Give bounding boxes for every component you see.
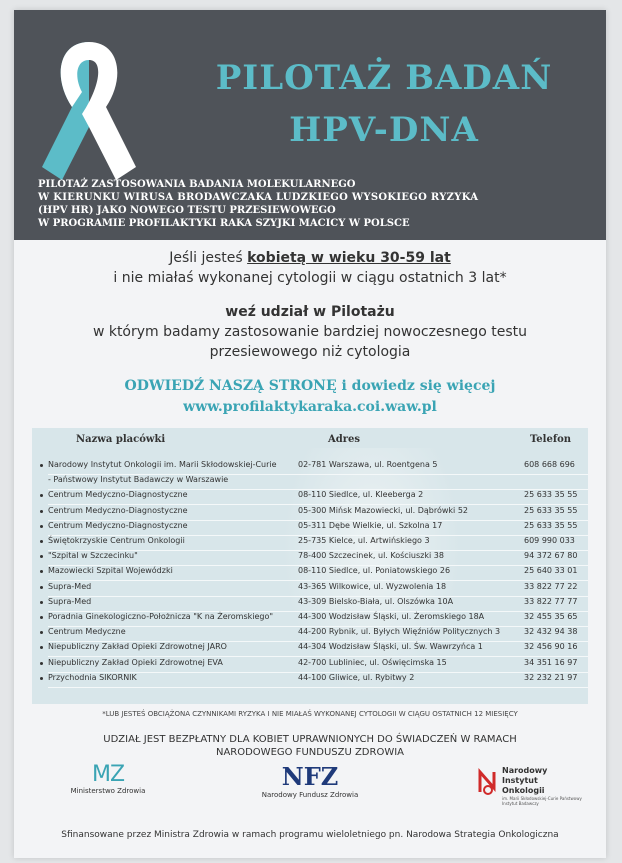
table-cell-phone: 32 232 21 97	[524, 672, 578, 682]
table-cell-name: Supra-Med	[48, 596, 92, 606]
table-cell-name: - Państwowy Instytut Badawczy w Warszawie	[48, 475, 229, 485]
table-cell-address: 43-365 Wilkowice, ul. Wyzwolenia 18	[298, 581, 447, 591]
bullet-icon	[40, 677, 43, 680]
table-cell-address: 05-300 Mińsk Mazowiecki, ul. Dąbrówki 52	[298, 505, 468, 515]
nfz-logo-icon: NFZ	[281, 762, 339, 791]
table-cell-address: 44-300 Wodzisław Śląski, ul. Żeromskiego 18A	[298, 612, 485, 621]
page-title-line2: HPV-DNA	[289, 110, 479, 150]
free-participation	[14, 733, 606, 759]
table-cell-phone: 33 822 77 77	[524, 596, 578, 606]
website-link[interactable]: www.profilaktykaraka.coi.waw.pl	[183, 399, 437, 415]
table-cell-address: 44-304 Wodzisław Śląski, ul. Św. Wawrzyńca 1	[298, 642, 483, 652]
ministry-label: Ministerstwo Zdrowia	[70, 787, 146, 795]
row-divider	[48, 687, 588, 688]
subtitle-line: (HPV HR) JAKO NOWEGO TESTU PRZESIEWOWEGO	[38, 205, 336, 216]
table-row	[32, 671, 588, 688]
intro-line5: przesiewowego niż cytologia	[209, 344, 411, 360]
table-cell-name: Niepubliczny Zakład Opieki Zdrowotnej JARO	[48, 642, 227, 652]
bullet-icon	[40, 464, 43, 467]
table-cell-address: 44-200 Rybnik, ul. Byłych Więźniów Politycznych 3	[298, 627, 501, 637]
ministry-logo-icon: MZ	[91, 762, 125, 787]
table-cell-phone: 609 990 033	[524, 536, 575, 545]
bullet-icon	[40, 601, 43, 604]
table-cell-name: Poradnia Ginekologiczno-Położnicza "K na Żeromskiego"	[48, 612, 274, 621]
nio-line: Onkologii	[502, 786, 545, 795]
header-phone: Telefon	[530, 434, 572, 445]
table-cell-phone: 33 822 77 22	[524, 581, 578, 591]
table-cell-phone: 25 640 33 01	[524, 566, 578, 576]
table-cell-phone: 25 633 35 55	[524, 505, 578, 515]
table-cell-address: 02-781 Warszawa, ul. Roentgena 5	[298, 460, 438, 469]
nio-logo-icon	[476, 768, 504, 796]
cta-line: ODWIEDŹ NASZĄ STRONĘ i dowiedz się więcej	[124, 378, 496, 394]
nio-line: Narodowy	[502, 766, 548, 775]
bullet-icon	[40, 540, 43, 543]
bullet-icon	[40, 616, 43, 619]
table-cell-address: 08-110 Siedlce, ul. Poniatowskiego 26	[298, 566, 451, 576]
table-cell-phone: 25 633 35 55	[524, 490, 578, 500]
footnote: *LUB JESTEŚ OBCIĄŻONA CZYNNIKAMI RYZYKA I NIE MIAŁAŚ WYKONANEJ CYTOLOGII W CIĄGU OSTATNICH 12 MIESIĘCY	[102, 710, 518, 718]
bullet-icon	[40, 570, 43, 573]
table-cell-name: Centrum Medyczno-Diagnostyczne	[48, 490, 188, 500]
header-band	[14, 10, 606, 240]
table-cell-address: 05-311 Dębe Wielkie, ul. Szkolna 17	[298, 520, 443, 530]
intro-text	[14, 248, 606, 362]
table-cell-address: 08-110 Siedlce, ul. Kleeberga 2	[298, 490, 424, 500]
intro-line1-pre: Jeśli jesteś	[169, 250, 248, 266]
table-cell-address: 78-400 Szczecinek, ul. Kościuszki 38	[298, 551, 444, 561]
table-cell-phone: 32 455 35 65	[524, 612, 578, 621]
table-cell-name: Przychodnia SIKORNIK	[48, 672, 137, 682]
table-cell-address: 25-735 Kielce, ul. Artwińskiego 3	[298, 536, 430, 545]
header-name: Nazwa placówki	[76, 434, 166, 445]
bullet-icon	[40, 555, 43, 558]
intro-line1-bold: kobietą w wieku 30-59 lat	[247, 250, 451, 266]
table-cell-phone: 25 633 35 55	[524, 520, 578, 530]
table-cell-name: Centrum Medyczno-Diagnostyczne	[48, 520, 188, 530]
table-cell-phone: 32 432 94 38	[524, 627, 578, 637]
bullet-icon	[40, 631, 43, 634]
nio-logo	[476, 764, 596, 814]
table-cell-phone: 608 668 696	[524, 460, 575, 469]
table-cell-name: Narodowy Instytut Onkologii im. Marii Skłodowskiej-Curie	[48, 460, 277, 469]
free-line1: UDZIAŁ JEST BEZPŁATNY DLA KOBIET UPRAWNIONYCH DO ŚWIADCZEŃ W RAMACH	[103, 734, 517, 745]
table-cell-name: Mazowiecki Szpital Wojewódzki	[48, 566, 173, 576]
table-cell-name: Świętokrzyskie Centrum Onkologii	[48, 536, 185, 545]
page-title-line1: PILOTAŻ BADAŃ	[215, 58, 553, 98]
awareness-ribbon-icon	[34, 32, 144, 182]
nfz-logo	[250, 762, 370, 799]
table-cell-name: Centrum Medyczno-Diagnostyczne	[48, 505, 188, 515]
bullet-icon	[40, 494, 43, 497]
poster	[14, 10, 606, 858]
subtitle-line: PILOTAŻ ZASTOSOWANIA BADANIA MOLEKULARNEGO	[38, 179, 356, 190]
table-cell-name: Centrum Medyczne	[48, 627, 126, 637]
intro-line4: w którym badamy zastosowanie bardziej nowoczesnego testu	[92, 324, 528, 340]
header-address: Adres	[328, 434, 361, 445]
nfz-label: Narodowy Fundusz Zdrowia	[261, 791, 359, 799]
intro-line2: i nie miałaś wykonanej cytologii w ciągu ostatnich 3 lat*	[113, 270, 507, 286]
table-cell-name: Supra-Med	[48, 581, 92, 591]
facilities-table	[32, 428, 588, 704]
table-cell-name: Niepubliczny Zakład Opieki Zdrowotnej EVA	[48, 657, 223, 667]
bullet-icon	[40, 662, 43, 665]
logos	[14, 762, 606, 822]
ministry-logo	[58, 762, 158, 795]
bullet-icon	[40, 510, 43, 513]
bullet-icon	[40, 646, 43, 649]
cta	[14, 376, 606, 418]
table-cell-address: 43-309 Bielsko-Biała, ul. Olszówka 10A	[298, 596, 454, 606]
free-line2: NARODOWEGO FUNDUSZU ZDROWIA	[215, 747, 405, 758]
intro-line3: weź udział w Pilotażu	[225, 304, 395, 320]
nio-line: Instytut	[502, 776, 538, 785]
table-cell-phone: 94 372 67 80	[524, 551, 578, 561]
table-cell-name: "Szpital w Szczecinku"	[48, 551, 138, 561]
subtitle-line: W PROGRAMIE PROFILAKTYKI RAKA SZYJKI MACICY W POLSCE	[38, 218, 410, 229]
table-cell-phone: 32 456 90 16	[524, 642, 578, 652]
table-cell-phone: 34 351 16 97	[524, 657, 578, 667]
subtitle-line: W KIERUNKU WIRUSA BRODAWCZAKA LUDZKIEGO WYSOKIEGO RYZYKA	[38, 192, 479, 203]
table-cell-address: 44-100 Gliwice, ul. Rybitwy 2	[298, 672, 415, 682]
funding-note: Sfinansowane przez Ministra Zdrowia w ramach programu wieloletniego pn. Narodowa Strategia Onkologiczna	[61, 830, 559, 840]
subtitle	[38, 178, 479, 230]
nio-sub: im. Marii Skłodowskiej-Curie Państwowy Instytut Badawczy	[502, 796, 582, 806]
bullet-icon	[40, 525, 43, 528]
bullet-icon	[40, 586, 43, 589]
table-cell-address: 42-700 Lubliniec, ul. Oświęcimska 15	[298, 657, 447, 667]
